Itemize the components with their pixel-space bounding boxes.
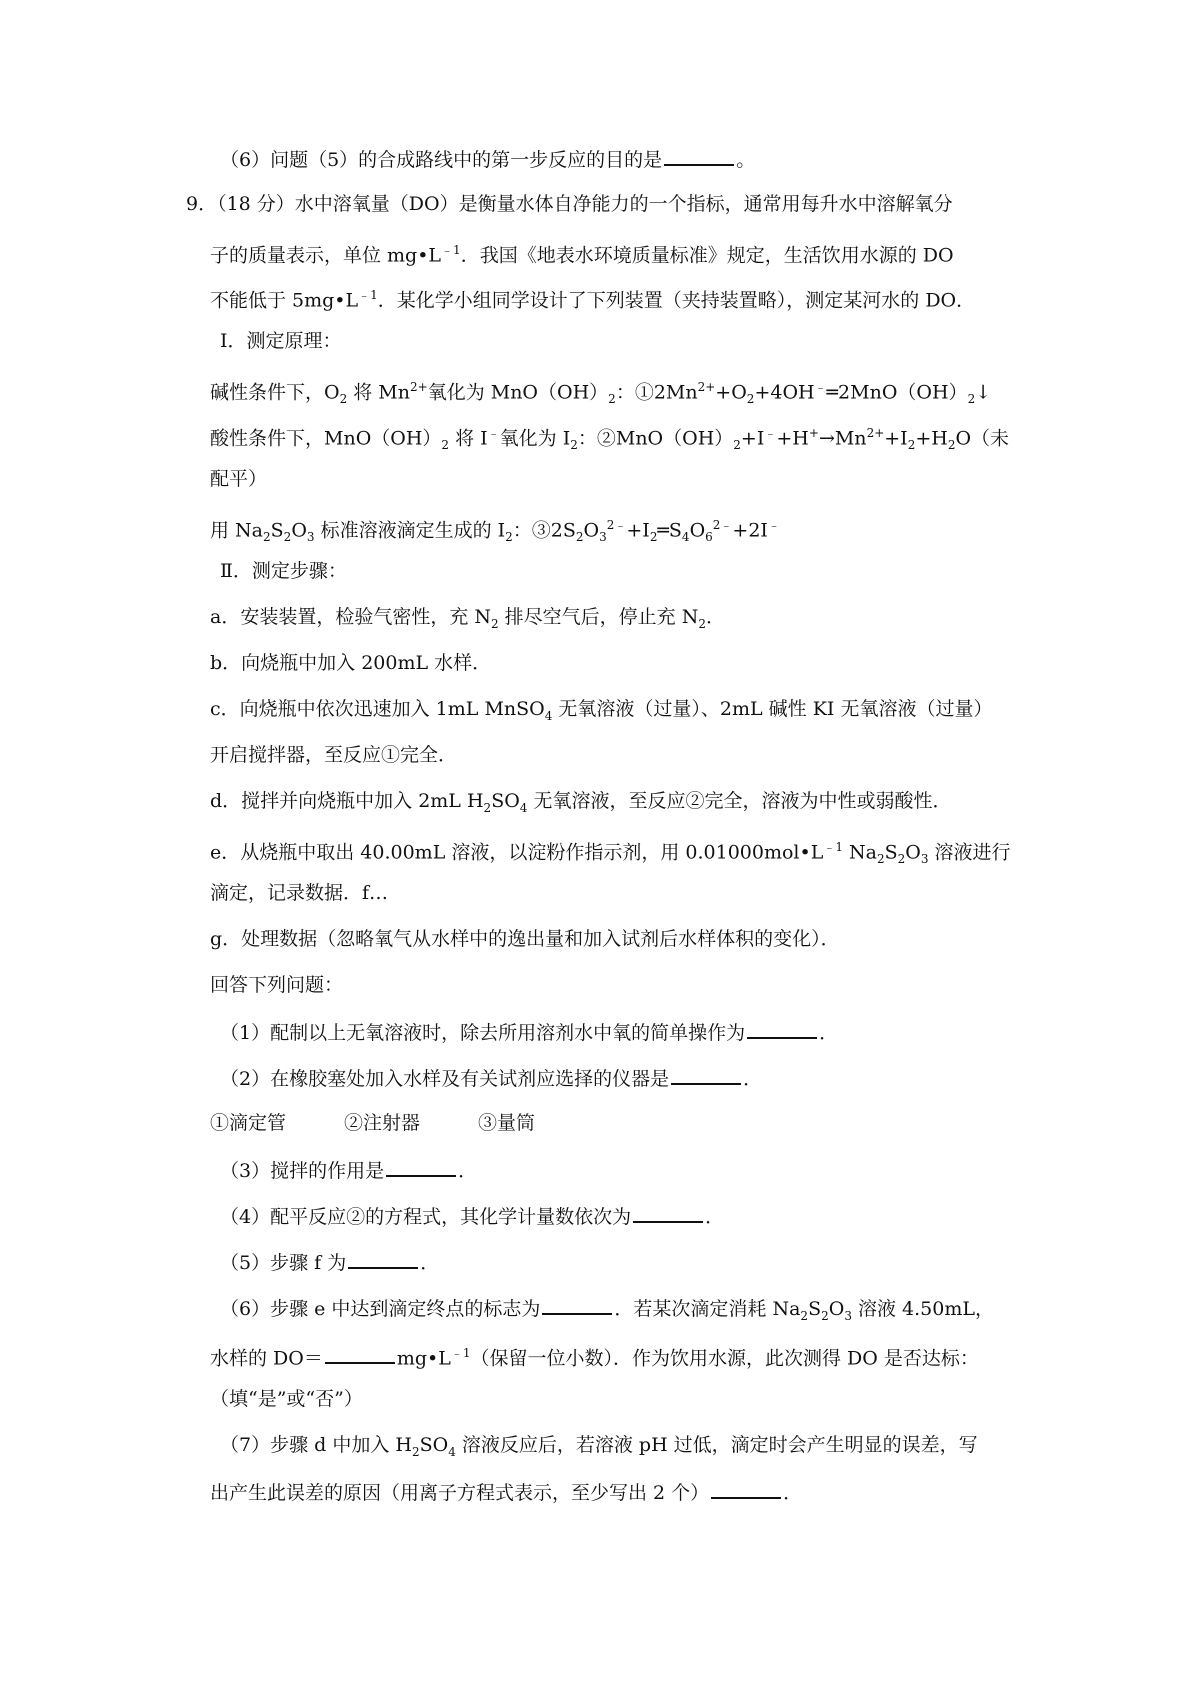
text-run: ． <box>743 1068 763 1090</box>
text-run: →Mn <box>818 427 867 450</box>
superscript: ﹣ <box>767 518 780 532</box>
text-run: O <box>828 1298 845 1320</box>
text-run: a．安装装置，检验气密性，充 N <box>210 606 491 628</box>
text-run: 子的质量表示，单位 mg•L <box>210 244 442 267</box>
reaction-3-line <box>210 513 780 549</box>
text-run: ↓ <box>975 381 992 404</box>
step-e <box>210 835 1011 871</box>
text-run: S <box>270 519 284 542</box>
subscript: 2 <box>263 530 271 545</box>
subscript: 2 <box>746 392 755 407</box>
step-d <box>210 789 951 820</box>
option-graduated-cylinder: ③量筒 <box>478 1112 536 1134</box>
superscript: ﹣ <box>814 380 827 394</box>
text-run: 不能低于 5mg•L <box>210 289 359 312</box>
subscript: 3 <box>599 530 607 545</box>
superscript: 2﹣ <box>712 518 733 532</box>
superscript: ﹣ <box>487 426 500 440</box>
step-c-continuation: 开启搅拌器，至反应①完全． <box>210 744 458 766</box>
text-run: SO <box>491 790 520 812</box>
text-run: 溶液 4.50mL， <box>851 1298 994 1320</box>
subscript: 2 <box>411 1444 420 1459</box>
question-9-heading: 9．（18 分）水中溶氧量（DO）是衡量水体自净能力的一个指标，通常用每升水中溶解氧分 <box>186 193 953 215</box>
text-run: ═2MnO（OH） <box>826 381 968 404</box>
superscript: + <box>808 426 819 440</box>
text-run: （6）步骤 e 中达到滴定终点的标志为 <box>220 1298 541 1320</box>
subscript: 2 <box>947 438 956 453</box>
text-run: 将 Mn <box>347 381 410 404</box>
sub-question-2 <box>220 1065 762 1091</box>
subscript: 2 <box>821 1308 829 1323</box>
subscript: 2 <box>491 616 499 631</box>
text-run: O <box>291 519 307 542</box>
subscript: 2 <box>283 530 292 545</box>
subscript: 2 <box>876 852 885 867</box>
text-run: ． <box>783 1482 803 1504</box>
text-run: ：②MnO（OH） <box>577 427 734 450</box>
text-run: ．若某次滴定消耗 Na <box>614 1298 801 1320</box>
text-run: 碱性条件下，O <box>210 381 340 404</box>
subscript: 2 <box>967 392 976 407</box>
subscript: 2 <box>897 852 906 867</box>
text-run: +H <box>915 427 948 450</box>
subscript: 2 <box>570 438 578 453</box>
step-c <box>210 697 992 728</box>
text-run: （5）步骤 f 为 <box>220 1252 347 1274</box>
subscript: 2 <box>575 530 584 545</box>
subscript: 6 <box>705 530 713 545</box>
sub-question-3 <box>220 1157 477 1183</box>
answer-blank[interactable] <box>664 146 734 166</box>
subscript: 3 <box>844 1308 852 1323</box>
text-run: +I <box>884 427 908 450</box>
text-run: ：③2S <box>512 519 576 542</box>
question-text: （6）问题（5）的合成路线中的第一步反应的目的是 <box>220 149 663 171</box>
subscript: 2 <box>339 392 348 407</box>
sub-question-4 <box>220 1203 724 1229</box>
text-run: ． <box>458 1160 478 1182</box>
text-run: ═S <box>657 519 682 542</box>
subscript: 4 <box>448 1444 456 1459</box>
text-run: 溶液反应后，若溶液 pH 过低，滴定时会产生明显的误差，写 <box>455 1434 978 1456</box>
text-run: （4）配平反应②的方程式，其化学计量数依次为 <box>220 1206 632 1228</box>
superscript: 2﹣ <box>606 518 627 532</box>
text-run: SO <box>419 1434 449 1456</box>
text-run: ．某化学小组同学设计了下列装置（夹持装置略），测定某河水的 DO． <box>377 289 976 312</box>
text-run: S <box>808 1298 822 1320</box>
subscript: 4 <box>544 708 553 723</box>
text-run: S <box>884 841 898 864</box>
option-burette: ①滴定管 <box>210 1112 287 1134</box>
step-g: g．处理数据（忽略氧气从水样中的逸出量和加入试剂后水样体积的变化）． <box>210 928 840 950</box>
superscript: 2+ <box>866 426 885 440</box>
option-syringe: ②注射器 <box>344 1112 421 1134</box>
superscript: 2+ <box>697 380 716 394</box>
reaction-2-line <box>210 421 1009 457</box>
section-heading-steps: Ⅱ．测定步骤： <box>220 560 347 582</box>
text-run: 水样的 DO＝ <box>210 1347 323 1370</box>
instrument-options <box>210 1111 535 1135</box>
sub-question-6 <box>220 1295 994 1328</box>
text-run: e．从烧瓶中取出 40.00mL 溶液，以淀粉作指示剂，用 0.01000mol•L <box>210 841 824 864</box>
answer-prompt: 回答下列问题： <box>210 974 344 996</box>
superscript: 2+ <box>410 380 428 394</box>
answer-blank[interactable] <box>325 1344 395 1364</box>
text-run: 无氧溶液（过量）、2mL 碱性 KI 无氧溶液（过量） <box>552 698 993 720</box>
text-run: O <box>583 519 600 542</box>
text-run: 无氧溶液，至反应②完全，溶液为中性或弱酸性． <box>527 790 952 812</box>
text-run: 酸性条件下，MnO（OH） <box>210 427 442 450</box>
subscript: 2 <box>649 530 658 545</box>
text-run: ． <box>705 1206 725 1228</box>
text-run: ．我国《地表水环境质量标准》规定，生活饮用水源的 DO <box>460 244 954 267</box>
question-9-intro-line-2 <box>210 238 954 267</box>
text-run: ：①2Mn <box>615 381 698 404</box>
step-a <box>210 605 725 636</box>
text-run: （7）步骤 d 中加入 H <box>220 1434 412 1456</box>
text-run: Na <box>842 841 877 864</box>
text-run: +I <box>740 427 765 450</box>
subscript: 4 <box>681 530 690 545</box>
sub-question-1 <box>220 1019 838 1045</box>
sub-question-5 <box>220 1249 439 1275</box>
answer-blank[interactable] <box>671 1065 741 1085</box>
text-run: 出产生此误差的原因（用离子方程式表示，至少写出 2 个） <box>210 1482 710 1504</box>
text-run: （3）搅拌的作用是 <box>220 1160 385 1182</box>
text-run: +4OH <box>754 381 815 404</box>
text-run: 氧化为 MnO（OH） <box>427 381 609 404</box>
step-e-continuation: 滴定，记录数据．f… <box>210 882 389 904</box>
answer-blank[interactable] <box>633 1203 703 1223</box>
section-heading-principle: Ⅰ．测定原理： <box>220 330 342 352</box>
question-9-intro-line-3 <box>210 283 975 312</box>
text-run: +2I <box>732 519 768 542</box>
subscript: 2 <box>733 438 741 453</box>
subscript: 2 <box>800 1308 809 1323</box>
answer-blank[interactable] <box>747 1019 817 1039</box>
subscript: 2 <box>441 438 450 453</box>
text-run: （2）在橡胶塞处加入水样及有关试剂应选择的仪器是 <box>220 1068 670 1090</box>
answer-blank[interactable] <box>711 1479 781 1499</box>
sub-question-6-hint: （填“是”或“否”） <box>210 1388 363 1410</box>
text-run: d．搅拌并向烧瓶中加入 2mL H <box>210 790 484 812</box>
text-run: c．向烧瓶中依次迅速加入 1mL MnSO <box>210 698 545 720</box>
text-run: ． <box>706 606 726 628</box>
text-run: 标准溶液滴定生成的 I <box>314 519 506 542</box>
subscript: 4 <box>519 800 528 815</box>
answer-blank[interactable] <box>386 1157 456 1177</box>
subscript: 2 <box>698 616 706 631</box>
text-run: 溶液进行 <box>928 841 1011 864</box>
superscript: ﹣1 <box>441 243 461 257</box>
text-run: ． <box>819 1022 839 1044</box>
superscript: ﹣1 <box>450 1346 471 1360</box>
subscript: 2 <box>608 392 616 407</box>
text-run: ． <box>420 1252 440 1274</box>
answer-blank[interactable] <box>542 1295 612 1315</box>
subscript: 3 <box>920 852 929 867</box>
subscript: 2 <box>483 800 492 815</box>
text-run: O（未 <box>955 427 1010 450</box>
reaction-2-continuation: 配平） <box>210 468 268 490</box>
sub-question-7 <box>220 1433 978 1464</box>
text-run: （1）配制以上无氧溶液时，除去所用溶剂水中氧的简单操作为 <box>220 1022 746 1044</box>
text-run: （保留一位小数）．作为饮用水源，此次测得 DO 是否达标： <box>470 1347 979 1370</box>
text-run: 将 I <box>449 427 488 450</box>
subscript: 2 <box>505 530 513 545</box>
text-run: 。 <box>736 149 756 171</box>
text-run: +O <box>715 381 747 404</box>
text-run: O <box>905 841 921 864</box>
text-run: 用 Na <box>210 519 263 542</box>
subscript: 3 <box>306 530 315 545</box>
text-run: +H <box>776 427 809 450</box>
text-run: 排尽空气后，停止充 N <box>498 606 699 628</box>
reaction-1-line <box>210 375 991 411</box>
step-b: b．向烧瓶中加入 200mL 水样． <box>210 652 492 674</box>
answer-blank[interactable] <box>348 1249 418 1269</box>
superscript: ﹣ <box>764 426 777 440</box>
superscript: ﹣1 <box>823 840 843 854</box>
question-8-6-line <box>220 146 755 172</box>
text-run: 氧化为 I <box>499 427 571 450</box>
text-run: +I <box>626 519 650 542</box>
text-run: mg•L <box>396 1347 451 1370</box>
superscript: ﹣1 <box>358 288 378 302</box>
sub-question-6-continuation <box>210 1341 979 1370</box>
sub-question-7-continuation <box>210 1479 802 1505</box>
subscript: 2 <box>907 438 916 453</box>
text-run: O <box>689 519 706 542</box>
